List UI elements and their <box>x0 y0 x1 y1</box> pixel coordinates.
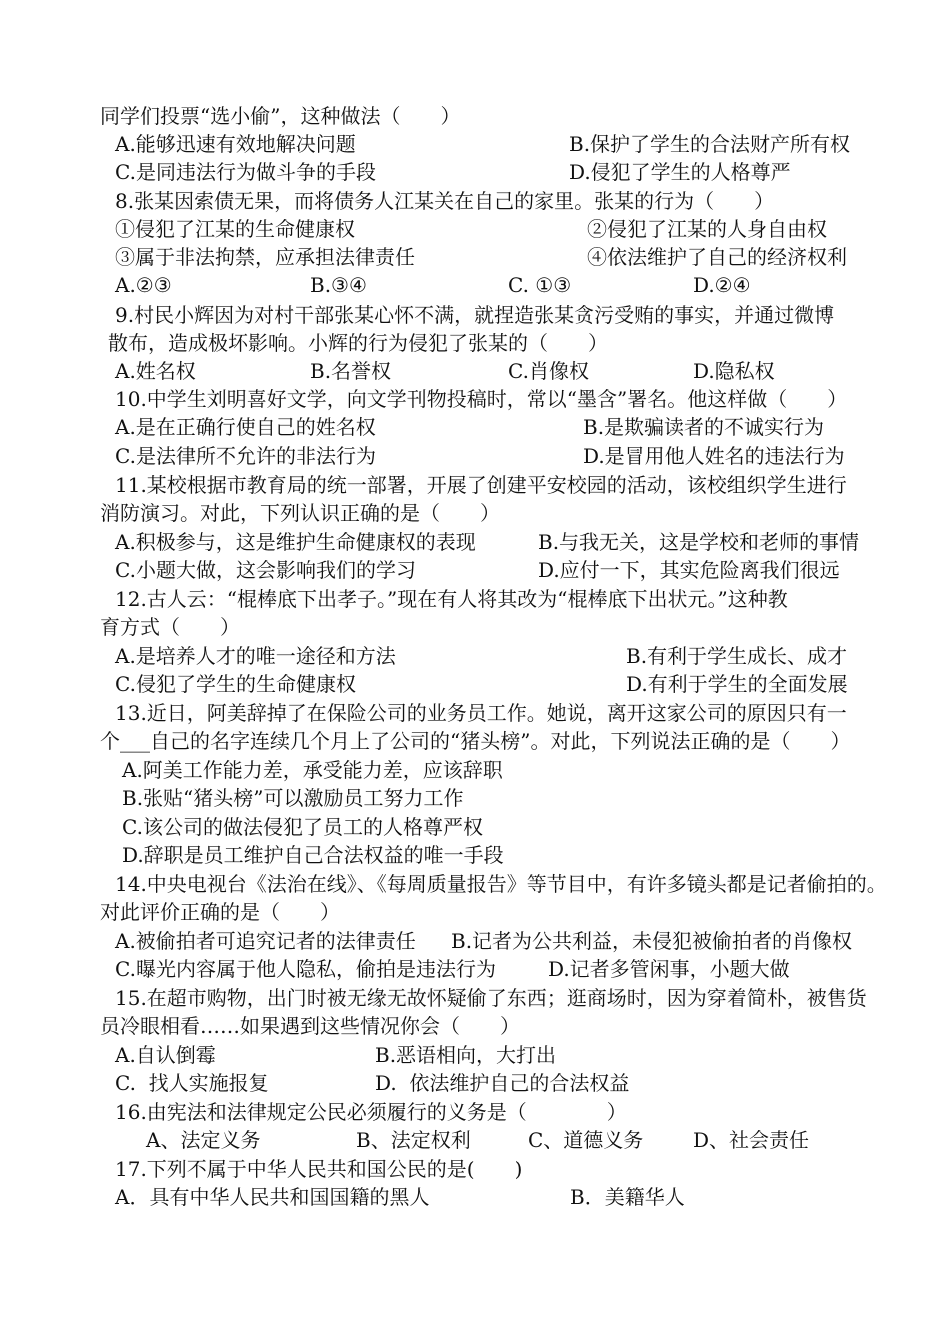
q13-option-a: A.阿美工作能力差，承受能力差，应该辞职 <box>122 758 503 782</box>
q7-stem-continued: 同学们投票“选小偷”，这种做法（ ） <box>100 104 461 128</box>
q13-option-c: C.该公司的做法侵犯了员工的人格尊严权 <box>122 815 483 839</box>
q8-option-d: D.②④ <box>693 273 751 297</box>
q8-statement-1: ①侵犯了江某的生命健康权 <box>115 217 355 241</box>
q7-option-b: B.保护了学生的合法财产所有权 <box>569 132 851 156</box>
q11-option-b: B.与我无关，这是学校和老师的事情 <box>538 530 860 554</box>
q9-stem-line1: 9.村民小辉因为对村干部张某心怀不满，就捏造张某贪污受贿的事实，并通过微博 <box>115 303 835 327</box>
q14-stem-line1: 14.中央电视台《法治在线》、《每周质量报告》等节目中，有许多镜头都是记者偷拍的。 <box>115 872 887 896</box>
q11-option-a: A.积极参与，这是维护生命健康权的表现 <box>115 530 476 554</box>
q13-option-b: B.张贴“猪头榜”可以激励员工努力工作 <box>122 786 464 810</box>
q12-option-c: C.侵犯了学生的生命健康权 <box>115 672 356 696</box>
q12-option-a: A.是培养人才的唯一途径和方法 <box>115 644 396 668</box>
q11-stem-line1: 11.某校根据市教育局的统一部署，开展了创建平安校园的活动，该校组织学生进行 <box>115 473 847 497</box>
q7-option-c: C.是同违法行为做斗争的手段 <box>115 160 376 184</box>
q8-statement-3: ③属于非法拘禁，应承担法律责任 <box>115 245 415 269</box>
q16-option-a: A、法定义务 <box>146 1128 261 1152</box>
q17-stem: 17.下列不属于中华人民共和国公民的是( ) <box>115 1157 523 1181</box>
q14-option-a: A.被偷拍者可追究记者的法律责任 <box>115 929 416 953</box>
q13-option-d: D.辞职是员工维护自己合法权益的唯一手段 <box>122 843 504 867</box>
q8-statement-4: ④依法维护了自己的经济权利 <box>587 245 847 269</box>
q12-stem-line2: 育方式（ ） <box>100 615 240 639</box>
q15-stem-line2: 员冷眼相看……如果遇到这些情况你会（ ） <box>100 1014 520 1038</box>
q9-option-a: A.姓名权 <box>115 359 196 383</box>
q14-option-b: B.记者为公共利益，未侵犯被偷拍者的肖像权 <box>451 929 853 953</box>
q7-option-d: D.侵犯了学生的人格尊严 <box>569 160 791 184</box>
q9-option-d: D.隐私权 <box>693 359 775 383</box>
q9-stem-line2: 散布，造成极坏影响。小辉的行为侵犯了张某的（ ） <box>108 331 608 355</box>
q13-stem-line2: 个___自己的名字连续几个月上了公司的“猪头榜”。对此，下列说法正确的是（ ） <box>100 729 851 753</box>
q17-option-a: A．具有中华人民共和国国籍的黑人 <box>115 1185 430 1209</box>
q17-option-b: B．美籍华人 <box>570 1185 685 1209</box>
q16-option-c: C、道德义务 <box>528 1128 644 1152</box>
q10-stem: 10.中学生刘明喜好文学，向文学刊物投稿时，常以“墨含”署名。他这样做（ ） <box>115 387 848 411</box>
q14-stem-line2: 对此评价正确的是（ ） <box>100 900 340 924</box>
q12-option-d: D.有利于学生的全面发展 <box>626 672 848 696</box>
q8-option-a: A.②③ <box>115 273 172 297</box>
q7-option-a: A.能够迅速有效地解决问题 <box>115 132 356 156</box>
q10-option-b: B.是欺骗读者的不诚实行为 <box>583 415 825 439</box>
q10-option-d: D.是冒用他人姓名的违法行为 <box>583 444 845 468</box>
q15-option-d: D. 依法维护自己的合法权益 <box>375 1071 630 1095</box>
q11-option-d: D.应付一下，其实危险离我们很远 <box>538 558 840 582</box>
q15-option-c: C. 找人实施报复 <box>115 1071 269 1095</box>
q10-option-c: C.是法律所不允许的非法行为 <box>115 444 376 468</box>
q15-option-a: A.自认倒霉 <box>115 1043 216 1067</box>
q9-option-b: B.名誉权 <box>310 359 392 383</box>
q15-stem-line1: 15.在超市购物，出门时被无缘无故怀疑偷了东西；逛商场时，因为穿着简朴，被售货 <box>115 986 867 1010</box>
q11-option-c: C.小题大做，这会影响我们的学习 <box>115 558 416 582</box>
q13-stem-line1: 13.近日，阿美辞掉了在保险公司的业务员工作。她说，离开这家公司的原因只有一 <box>115 701 847 725</box>
q8-option-c: C. ①③ <box>508 273 572 297</box>
q8-statement-2: ②侵犯了江某的人身自由权 <box>587 217 827 241</box>
q16-option-d: D、社会责任 <box>693 1128 810 1152</box>
q8-stem: 8.张某因索债无果，而将债务人江某关在自己的家里。张某的行为（ ） <box>115 189 775 213</box>
q12-stem-line1: 12.古人云：“棍棒底下出孝子。”现在有人将其改为“棍棒底下出状元。”这种教 <box>115 587 788 611</box>
q8-option-b: B.③④ <box>310 273 367 297</box>
q14-option-c: C.曝光内容属于他人隐私，偷拍是违法行为 <box>115 957 496 981</box>
q14-option-d: D.记者多管闲事，小题大做 <box>548 957 790 981</box>
q11-stem-line2: 消防演习。对此，下列认识正确的是（ ） <box>100 501 500 525</box>
q9-option-c: C.肖像权 <box>508 359 589 383</box>
q16-option-b: B、法定权利 <box>356 1128 471 1152</box>
q10-option-a: A.是在正确行使自己的姓名权 <box>115 415 376 439</box>
q15-option-b: B.恶语相向，大打出 <box>375 1043 557 1067</box>
q16-stem: 16.由宪法和法律规定公民必须履行的义务是（ ） <box>115 1100 627 1124</box>
q12-option-b: B.有利于学生成长、成才 <box>626 644 848 668</box>
